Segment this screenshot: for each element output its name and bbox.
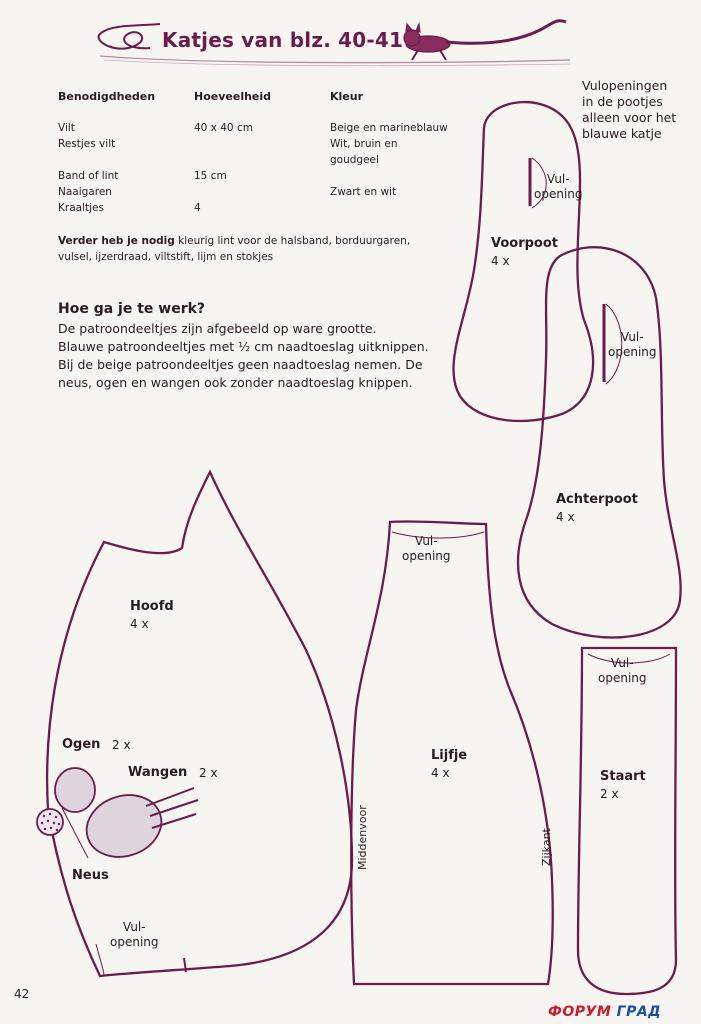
side-note-line: Vulopeningen (582, 78, 668, 93)
table-cell: Wit, bruin en (330, 138, 398, 150)
instructions-line: Bij de beige patroondeeltjes geen naadtoeslag nemen. De (58, 357, 423, 372)
hoofd-count: 4 x (130, 617, 149, 631)
side-note-line: blauwe katje (582, 126, 662, 141)
side-note-line: alleen voor het (582, 110, 677, 125)
page-title: Katjes van blz. 40-41 (162, 28, 404, 52)
lijfje-vul-label: Vul- opening (402, 534, 451, 563)
watermark: ФОРУМ ГРАД (548, 1004, 662, 1020)
hoofd-vul-label: Vul- opening (110, 920, 159, 949)
achterpoot-outline (518, 247, 681, 637)
achterpoot-label: Achterpoot (556, 492, 638, 507)
oog-shape (55, 768, 95, 812)
staart-vul-label: Vul- opening (598, 656, 647, 685)
wangen-label: Wangen (128, 765, 188, 780)
side-note-line: in de pootjes (582, 94, 663, 109)
instructions-line: neus, ogen en wangen ook zonder naadtoeslag knippen. (58, 375, 413, 390)
table-cell: 40 x 40 cm (194, 122, 253, 134)
lijfje-zijkant-label: Zijkant (540, 828, 553, 866)
table-cell: goudgeel (330, 154, 379, 166)
instructions-heading: Hoe ga je te werk? (58, 301, 206, 317)
neus-label: Neus (72, 868, 109, 883)
page-number: 42 (14, 987, 30, 1001)
extra-materials-bold: Verder heb je nodig (58, 235, 175, 247)
staart-count: 2 x (600, 787, 619, 801)
hoofd-label: Hoofd (130, 599, 174, 614)
lijfje-count: 4 x (431, 766, 450, 780)
table-cell: Restjes vilt (58, 138, 116, 150)
extra-materials-text: kleurig lint voor de halsband, borduurgaren, (178, 235, 411, 247)
ogen-label: Ogen (62, 737, 101, 752)
achterpoot-vul-label: Vul- opening (608, 330, 657, 359)
lijfje-middenvoor-label: Middenvoor (356, 805, 369, 870)
achterpoot-count: 4 x (556, 510, 575, 524)
voorpoot-outline (453, 102, 593, 421)
table-cell: Band of lint (58, 170, 119, 182)
table-cell: 15 cm (194, 170, 227, 182)
table-cell: Beige en marineblauw (330, 122, 448, 134)
lijfje-label: Lijfje (431, 748, 468, 763)
extra-materials (58, 233, 438, 249)
table-cell: 4 (194, 202, 201, 214)
staart-label: Staart (600, 769, 646, 784)
voorpoot-count: 4 x (491, 254, 510, 268)
instructions-line: De patroondeeltjes zijn afgebeeld op ware grootte. (58, 321, 377, 336)
cat-drawing-icon (404, 21, 566, 60)
table-cell: Zwart en wit (330, 186, 397, 198)
col-header-benodigdheden: Benodigdheden (58, 90, 156, 103)
voorpoot-vul-label: Vul- opening (534, 172, 583, 201)
table-cell: Vilt (58, 122, 75, 134)
extra-materials-line2: vulsel, ijzerdraad, viltstift, lijm en stokjes (58, 251, 274, 263)
col-header-kleur: Kleur (330, 90, 364, 103)
wangen-count: 2 x (199, 766, 218, 780)
table-cell: Kraaltjes (58, 202, 104, 214)
voorpoot-label: Voorpoot (491, 236, 559, 251)
ogen-count: 2 x (112, 738, 131, 752)
staart-outline (578, 648, 676, 994)
col-header-hoeveelheid: Hoeveelheid (194, 90, 272, 103)
table-cell: Naaigaren (58, 186, 112, 198)
hoofd-outline (47, 472, 352, 976)
instructions-line: Blauwe patroondeeltjes met ½ cm naadtoeslag uitknippen. (58, 339, 429, 354)
